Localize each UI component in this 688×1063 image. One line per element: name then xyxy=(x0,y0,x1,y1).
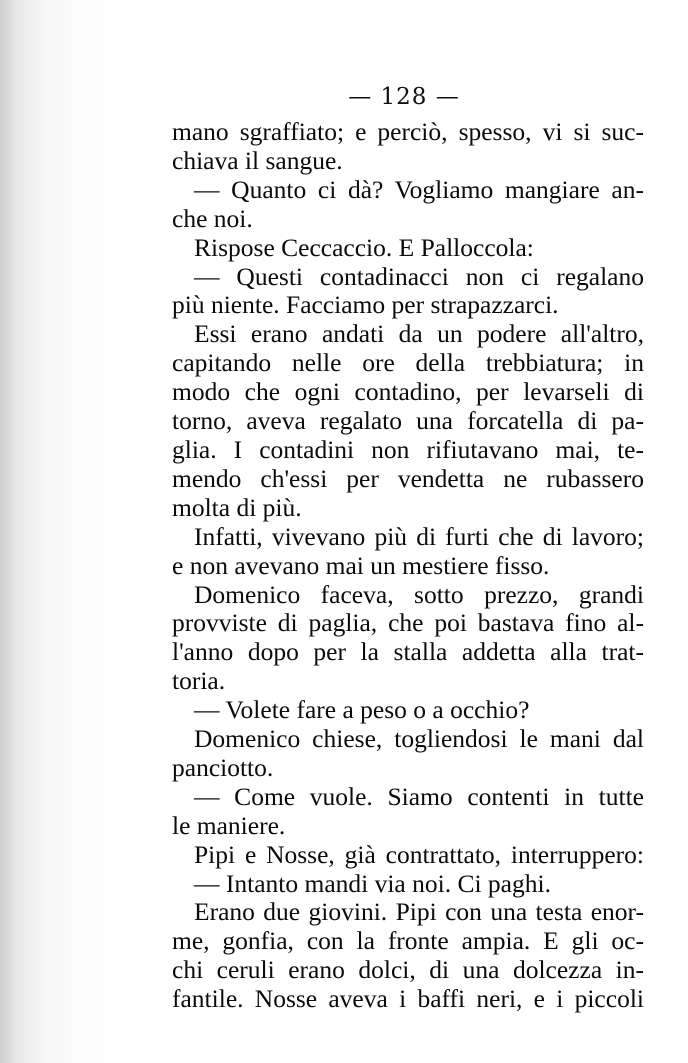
text-line: chiava il sangue. xyxy=(172,146,343,175)
text-line: Pipi e Nosse, già contrattato, interruppero: xyxy=(194,840,644,869)
text-line: l'anno dopo per la stalla addetta alla trat- xyxy=(172,638,644,667)
text-line: Essi erano andati da un podere all'altro, xyxy=(194,320,644,349)
text-line: — Come vuole. Siamo contenti in tutte xyxy=(194,782,644,811)
body-text xyxy=(172,118,644,1014)
text-line: — Volete fare a peso o a occhio? xyxy=(194,696,530,725)
text-line: toria. xyxy=(172,667,226,696)
text-line: Domenico faceva, sotto prezzo, grandi xyxy=(194,580,644,609)
text-line: che noi. xyxy=(172,204,253,233)
text-line: torno, aveva regalato una forcatella di pa- xyxy=(172,407,644,436)
text-line: provviste di paglia, che poi bastava fino al- xyxy=(172,609,644,638)
text-line: — Questi contadinacci non ci regalano xyxy=(194,262,644,291)
text-line: capitando nelle ore della trebbiatura; in xyxy=(172,349,644,378)
text-line: mano sgraffiato; e perciò, spesso, vi si suc- xyxy=(172,118,644,146)
text-line: panciotto. xyxy=(172,753,274,782)
text-line: Rispose Ceccaccio. E Palloccola: xyxy=(194,233,534,262)
text-line: — Quanto ci dà? Vogliamo mangiare an- xyxy=(194,175,644,204)
page-number: — 128 — xyxy=(348,84,460,110)
text-line: le maniere. xyxy=(172,811,286,840)
text-line: — Intanto mandi via noi. Ci paghi. xyxy=(194,869,551,898)
text-line: molta di più. xyxy=(172,493,302,522)
text-line: glia. I contadini non rifiutavano mai, te- xyxy=(172,435,644,464)
text-line: Erano due giovini. Pipi con una testa enor- xyxy=(194,898,644,927)
text-line: modo che ogni contadino, per levarseli di xyxy=(172,378,644,407)
text-line: più niente. Facciamo per strapazzarci. xyxy=(172,291,559,320)
text-line: Domenico chiese, togliendosi le mani dal xyxy=(194,725,644,754)
text-line: chi ceruli erano dolci, di una dolcezza in- xyxy=(172,956,644,985)
text-line: fantile. Nosse aveva i baffi neri, e i piccoli xyxy=(172,985,644,1014)
text-line: Infatti, vivevano più di furti che di lavoro; xyxy=(194,522,644,551)
text-line: e non avevano mai un mestiere fisso. xyxy=(172,551,550,580)
text-line: mendo ch'essi per vendetta ne rubassero xyxy=(172,464,644,493)
text-line: me, gonfia, con la fronte ampia. E gli oc- xyxy=(172,927,644,956)
